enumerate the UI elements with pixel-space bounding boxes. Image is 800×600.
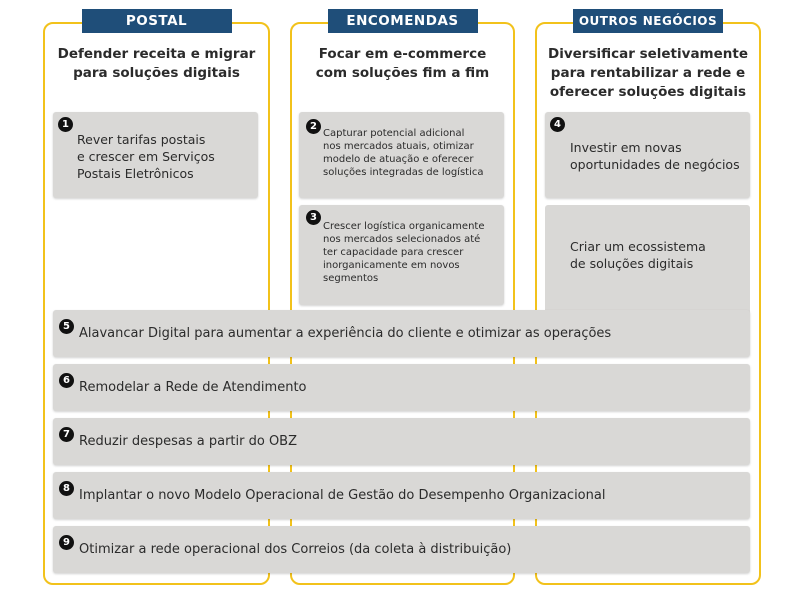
initiative-box-4 (545, 112, 750, 198)
initiative-row-8 (53, 472, 750, 519)
column-title-postal: POSTAL (82, 9, 232, 33)
initiative-text: Crescer logística organicamente nos mercados selecionados até ter capacidade para crescer inorganicamente em novos segmentos (323, 221, 485, 284)
initiative-number-badge: 9 (59, 535, 74, 550)
initiative-row-9 (53, 526, 750, 573)
column-description-postal: Defender receita e migrar para soluções digitais (57, 46, 256, 81)
initiative-box-3 (299, 205, 504, 305)
initiative-row-text-6: Remodelar a Rede de Atendimento (79, 380, 307, 395)
initiative-number-badge: 5 (59, 319, 74, 334)
initiative-text: Capturar potencial adicional nos mercados atuais, otimizar modelo de atuação e oferecer soluções integradas de logística (323, 128, 484, 178)
initiative-row-text-5: Alavancar Digital para aumentar a experiência do cliente e otimizar as operações (79, 326, 612, 341)
initiative-row-7 (53, 418, 750, 465)
column-description-encomendas: Focar em e-commerce com soluções fim a fim (315, 46, 490, 81)
initiative-number-badge: 6 (59, 373, 74, 388)
initiative-number-badge: 4 (550, 117, 565, 132)
column-description-outros-negocios: Diversificar seletivamente para rentabilizar a rede e oferecer soluções digitais (548, 46, 748, 100)
initiative-row-text-8: Implantar o novo Modelo Operacional de Gestão do Desempenho Organizacional (79, 488, 606, 503)
initiative-row-6 (53, 364, 750, 411)
initiative-text: Rever tarifas postais e crescer em Serviços Postais Eletrônicos (77, 132, 215, 181)
initiative-box-2 (299, 112, 504, 198)
column-title-outros-negocios: OUTROS NEGÓCIOS (573, 9, 723, 33)
initiative-number-badge: 3 (306, 210, 321, 225)
initiative-text: Criar um ecossistema de soluções digitais (570, 239, 706, 271)
initiative-number-badge: 2 (306, 119, 321, 134)
initiative-number-badge: 7 (59, 427, 74, 442)
initiative-box-1 (53, 112, 258, 198)
initiative-row-text-7: Reduzir despesas a partir do OBZ (79, 434, 298, 449)
column-title-encomendas: ENCOMENDAS (328, 9, 478, 33)
initiative-text: Investir em novas oportunidades de negócios (570, 140, 740, 172)
initiative-row-text-9: Otimizar a rede operacional dos Correios (da coleta à distribuição) (79, 542, 512, 557)
initiative-number-badge: 1 (58, 117, 73, 132)
initiative-number-badge: 8 (59, 481, 74, 496)
